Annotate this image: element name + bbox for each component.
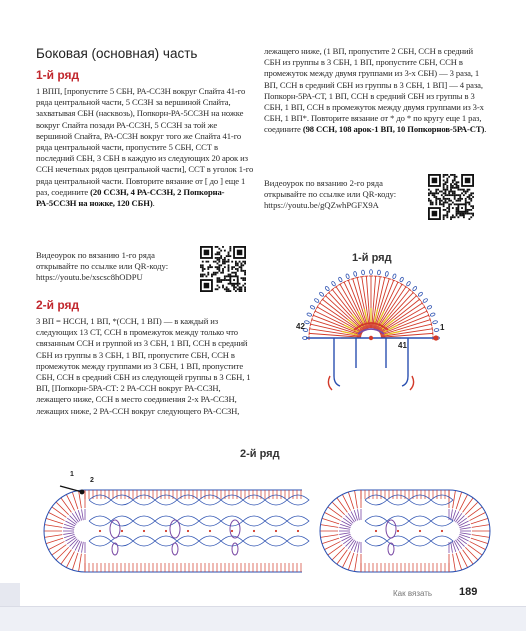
row2-instructions-left: 3 ВП = НССН, 1 ВП, *(ССН, 1 ВП) — в каждый из следующих 13 СТ, ССН в промежуток между только что связанным ССН и группой из 3 СБН, 1 ВП, ССН в средний СБН из группы в 3 СБН, 1 ВП, пропустите СБН, ССН в промежуток между группами из 3 СБН, 1 ВП, пропустите СБН, ССН в средний СБН из следующей группы в 3 СБН, 1 ВП, [Попкорн-5РА-СТ: 2 РА-ССН вокруг РА-ССЗН, лежащего ниже, ССН в место соединения 2-х РА-ССЗН, лежащих ниже, 2 РА-ССН вокруг следующего РА-ССЗН, bbox=[36, 316, 251, 416]
section-title: Боковая (основная) часть bbox=[36, 46, 198, 61]
row1-qr-code[interactable] bbox=[200, 246, 246, 292]
red-hooks bbox=[328, 376, 413, 390]
row2-left-block bbox=[36, 298, 254, 417]
row1-video-note bbox=[36, 250, 196, 284]
row1-diagram-title: 1-й ряд bbox=[352, 252, 392, 264]
row2-mark-1: 1 bbox=[70, 471, 74, 478]
row2-crochet-diagram bbox=[38, 464, 492, 582]
mark-1: 1 bbox=[440, 323, 445, 332]
row2-video-note bbox=[264, 178, 418, 212]
row2-heading: 2-й ряд bbox=[36, 298, 80, 312]
row1-video-link[interactable]: https://youtu.be/xscsc8hODPU bbox=[36, 272, 143, 283]
mark-41: 41 bbox=[398, 341, 407, 350]
row2-qr-code[interactable] bbox=[428, 174, 474, 220]
row1-video-text: Видеоурок по вязанию 1-го ряда открывайте по ссылке или QR-коду: bbox=[36, 250, 169, 272]
row2-instructions-right: лежащего ниже, (1 ВП, пропустите 2 СБН, ССН в средний СБН из группы в 3 СБН, 1 ВП, пропустите СБН, ССН в промежуток между двумя группами из 3-х СБН) — 3 раза, 1 ВП, ССН в средний СБН из группы в 3 СБН, 1 ВП] — 4 раза, Попкорн-5РА-СТ, 1 ВП, ССН в средний СБН из группы в 3 СБН, 1 ВП, ССН в промежуток между двумя группами из 3-х СБН, 1 ВП*. Повторите вязание от * до * по кругу еще 1 раз, соедините (98 ССН, 108 арок-1 ВП, 10 Попкорнов-5РА-СТ). bbox=[264, 46, 487, 135]
footer-band bbox=[0, 607, 526, 631]
page-number: 189 bbox=[459, 586, 478, 598]
row2-diagram-title: 2-й ряд bbox=[240, 448, 280, 460]
spike-stems bbox=[334, 338, 408, 386]
mark-42: 42 bbox=[296, 322, 305, 331]
center-dot bbox=[369, 336, 373, 340]
row2-mark-2: 2 bbox=[90, 477, 94, 484]
row1-crochet-diagram bbox=[294, 268, 448, 396]
running-title: Как вязать bbox=[393, 589, 433, 598]
right-column bbox=[264, 46, 490, 136]
left-column bbox=[36, 46, 254, 209]
row1-heading: 1-й ряд bbox=[36, 68, 80, 82]
row2-video-link[interactable]: https://youtu.be/gQZwhPGFX9A bbox=[264, 200, 379, 211]
start-dot bbox=[433, 335, 438, 340]
row2-video-text: Видеоурок по вязанию 2-го ряда открывайте по ссылке или QR-коду: bbox=[264, 178, 397, 200]
row1-instructions: 1 ВПП, [пропустите 5 СБН, РА-ССЗН вокруг Спайта 41-го ряда центральной части, 5 ССЗН за вершиной Спайта, захватывая СБН (насквозь), Попкорн-РА-5ССЗН на ножке вокруг Спайта позади РА-ССЗН, 5 ССЗН за той же вершиной Спайта, РА-ССЗН вокруг того же Спайта 41-го ряда центральной части, пропустите 5 СБН, ССТ в последний СБН, 3 СБН в каждую из следующих 20 арок из ССН нечетных рядов центральной части], ССТ в уголок 1-го ряда центральной части. Повторите вязание от [ до ] еще 1 раз, соедините (20 ССЗН, 4 РА-ССЗН, 2 Попкорна-РА-5ССЗН на ножке, 120 СБН). bbox=[36, 86, 254, 209]
